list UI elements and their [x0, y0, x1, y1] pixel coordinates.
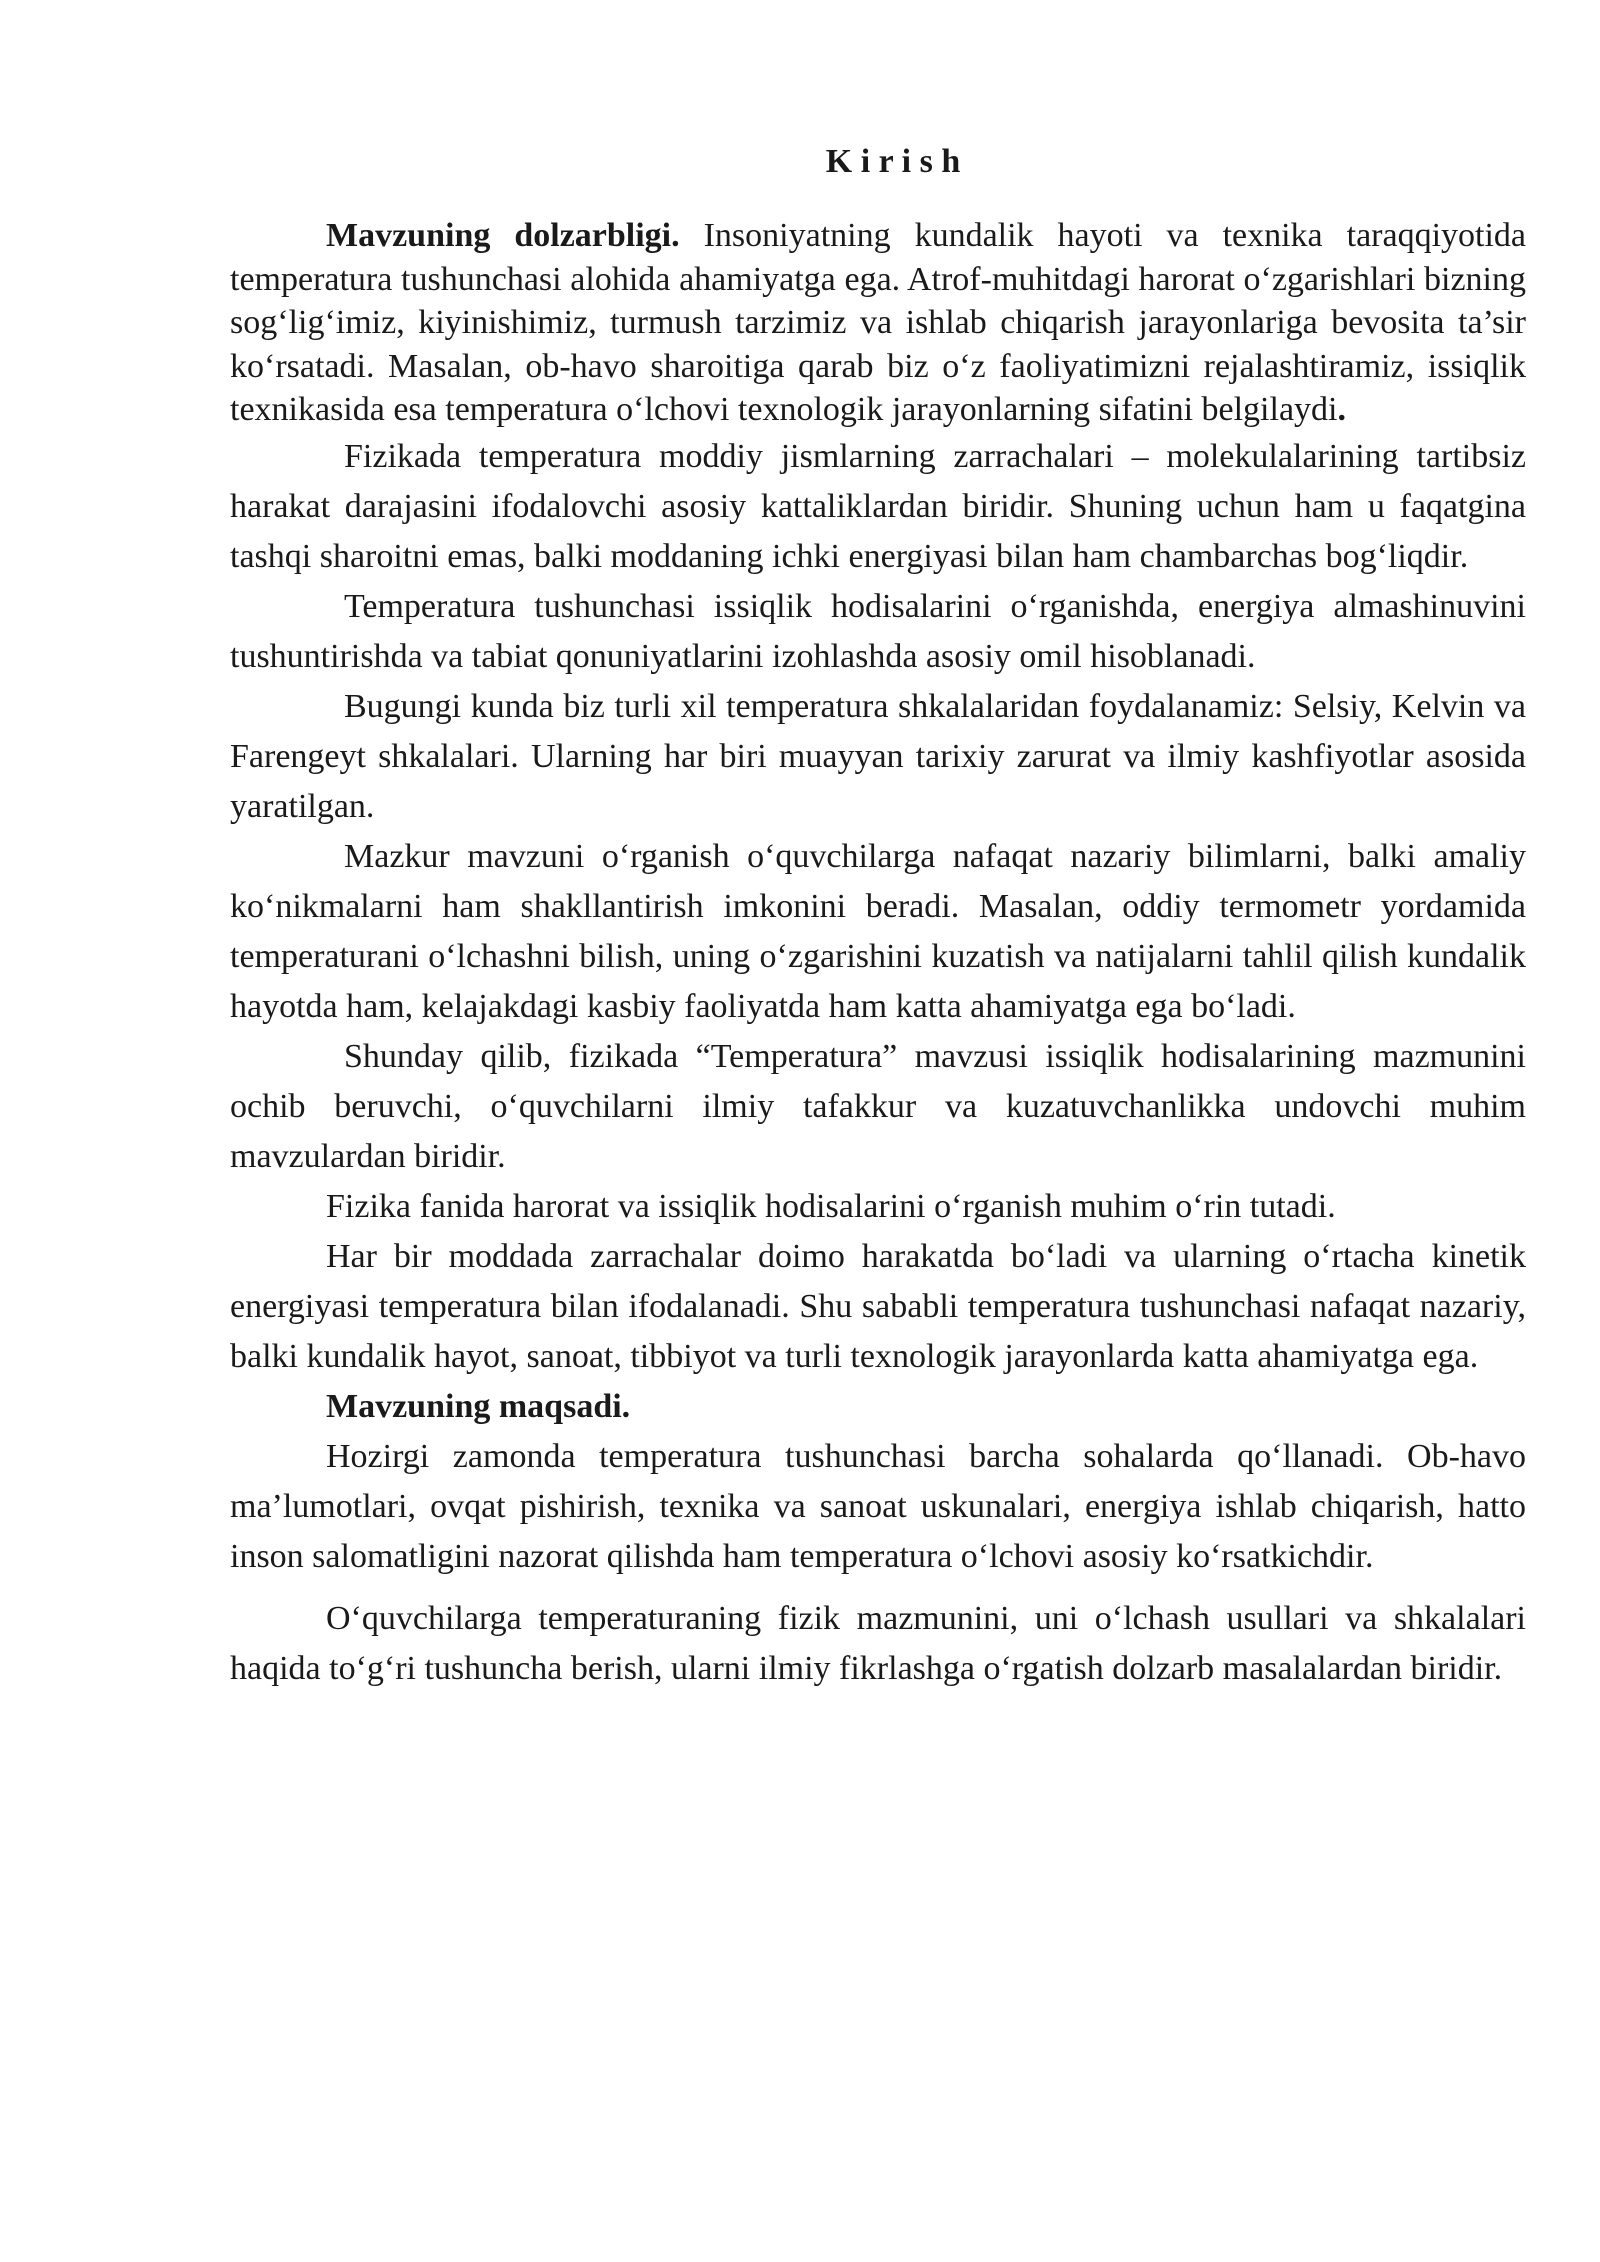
relevance-heading: Mavzuning dolzarbligi.: [326, 217, 680, 254]
relevance-end: .: [1337, 391, 1346, 428]
paragraph-10: O‘quvchilarga temperaturaning fizik mazmunini, uni o‘lchash usullari va shkalalari haqida to‘g‘ri tushuncha berish, ularni ilmiy fikrlashga o‘rgatish dolzarb masalalardan biridir.: [230, 1599, 1526, 1687]
relevance-text: Insoniyatning kundalik hayoti va texnika taraqqiyotida temperatura tushunchasi alohida ahamiyatga ega. Atrof-muhitdagi harorat o‘zgarishlari bizning sog‘lig‘imiz, kiyinishimiz, turmush tarzimiz va ishlab chiqarish jarayonlariga bevosita ta’sir ko‘rsatadi. Masalan, ob-havo sharoitiga qarab biz o‘z faoliyatimizni rejalashtiramiz, issiqlik texnikasida esa temperatura o‘lchovi texnologik jarayonlarning sifatini belgilaydi: [230, 217, 1526, 428]
document-page: [230, 140, 1526, 1694]
paragraph-5: Mazkur mavzuni o‘rganish o‘quvchilarga nafaqat nazariy bilimlarni, balki amaliy ko‘nikmalarni ham shakllantirish imkonini beradi. Masalan, oddiy termometr yordamida temperaturani o‘lchashni bilish, uning o‘zgarishini kuzatish va natijalarni tahlil qilish kundalik hayotda ham, kelajakdagi kasbiy faoliyatda ham katta ahamiyatga ega bo‘ladi.: [230, 837, 1526, 1025]
page-title: K i r i s h: [825, 143, 961, 180]
paragraph-2: Fizikada temperatura moddiy jismlarning zarrachalari – molekulalarining tartibsiz harakat darajasini ifodalovchi asosiy kattaliklardan biridir. Shuning uchun ham u faqatgina tashqi sharoitni emas, balki moddaning ichki energiyasi bilan ham chambarchas bog‘liqdir.: [230, 437, 1526, 575]
paragraph-6: Shunday qilib, fizikada “Temperatura” mavzusi issiqlik hodisalarining mazmunini ochib beruvchi, o‘quvchilarni ilmiy tafakkur va kuzatuvchanlikka undovchi muhim mavzulardan biridir.: [230, 1037, 1526, 1175]
paragraph-7: Fizika fanida harorat va issiqlik hodisalarini o‘rganish muhim o‘rin tutadi.: [326, 1187, 1336, 1225]
paragraph-9: Hozirgi zamonda temperatura tushunchasi barcha sohalarda qo‘llanadi. Ob-havo ma’lumotlari, ovqat pishirish, texnika va sanoat uskunalari, energiya ishlab chiqarish, hatto inson salomatligini nazorat qilishda ham temperatura o‘lchovi asosiy ko‘rsatkichdir.: [230, 1437, 1526, 1575]
paragraph-4: Bugungi kunda biz turli xil temperatura shkalalaridan foydalanamiz: Selsiy, Kelvin va Farengeyt shkalalari. Ularning har biri muayyan tarixiy zarurat va ilmiy kashfiyotlar asosida yaratilgan.: [230, 687, 1526, 825]
paragraph-3: Temperatura tushunchasi issiqlik hodisalarini o‘rganishda, energiya almashinuvini tushuntirishda va tabiat qonuniyatlarini izohlashda asosiy omil hisoblanadi.: [230, 587, 1526, 675]
paragraph-relevance: [230, 214, 1526, 432]
goal-heading: Mavzuning maqsadi.: [326, 1387, 631, 1425]
paragraph-8: Har bir moddada zarrachalar doimo harakatda bo‘ladi va ularning o‘rtacha kinetik energiyasi temperatura bilan ifodalanadi. Shu sababli temperatura tushunchasi nafaqat nazariy, balki kundalik hayot, sanoat, tibbiyot va turli texnologik jarayonlarda katta ahamiyatga ega.: [230, 1237, 1526, 1375]
